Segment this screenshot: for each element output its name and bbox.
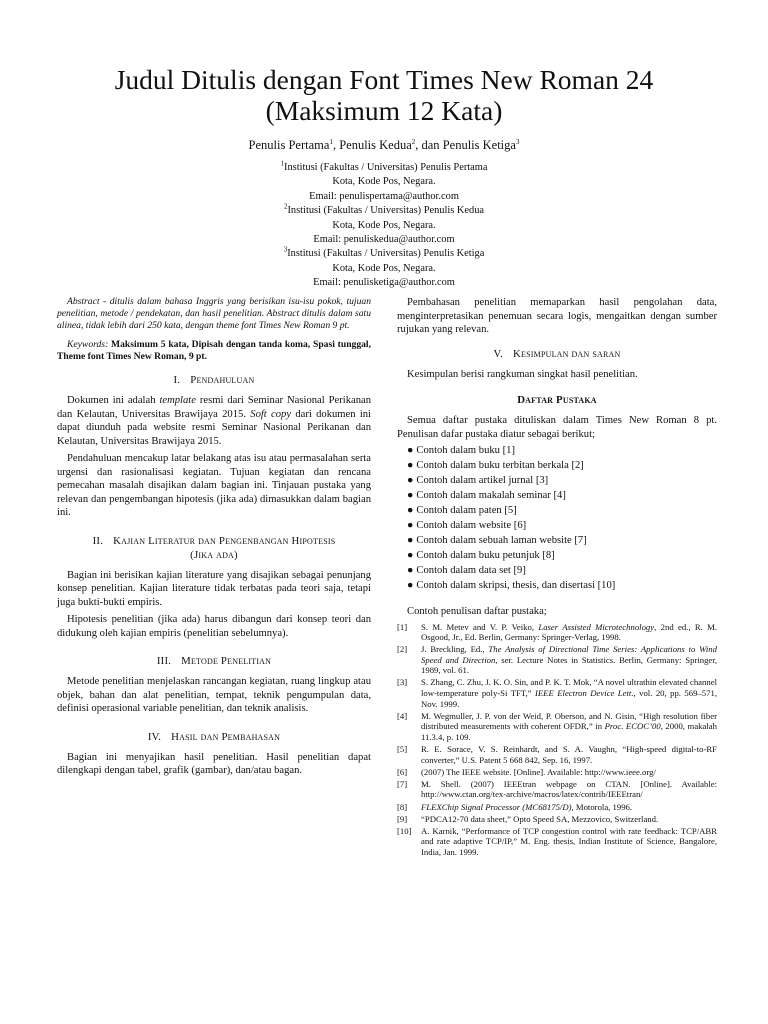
reference-type-list xyxy=(397,443,717,593)
bullet-icon: ● xyxy=(407,475,414,486)
paragraph: Metode penelitian menjelaskan rancangan kegiatan, ruang lingkup atau objek, bahan dan alat penelitian, tempat, teknik pengumpulan data, definisi operasional variable penelitian, dan teknik analisis. xyxy=(57,676,371,715)
section-heading-daftar-pustaka: Daftar Pustaka xyxy=(517,394,597,406)
affiliation-institution: $^1$Institusi (Fakultas / Universitas) Penulis Pertama xyxy=(280,159,488,173)
reference-list xyxy=(397,622,717,858)
section-heading-pendahuluan: I. Pendahuluan xyxy=(173,374,255,387)
list-item: ● Contoh dalam buku terbitan berkala [2] xyxy=(407,460,584,471)
right-column xyxy=(397,296,717,859)
bullet-icon: ● xyxy=(407,445,414,456)
bullet-icon: ● xyxy=(407,550,414,561)
keywords-text: Maksimum 5 kata, Dipisah dengan tanda koma, Spasi tunggal, Theme font Times New Roman, 9 pt. xyxy=(57,338,371,362)
list-item: ● Contoh dalam buku [1] xyxy=(407,445,515,456)
bullet-icon: ● xyxy=(407,505,414,516)
section-heading-kajian-literatur: II. Kajian Literatur dan Pengenbangan Hipotesis (Jika ada) xyxy=(92,534,336,561)
affiliation-email: Email: penulisketiga@author.com xyxy=(313,277,455,289)
author-2-marker: 2 xyxy=(411,137,416,146)
affiliation-email: Email: penulispertama@author.com xyxy=(309,190,459,202)
reference-item: [10] A. Karnik, “Performance of TCP congestion control with rate feedback: TCP/ABR and rate adaptive TCP/IP,” M. Eng. thesis, Indian Institute of Science, Bangalore, India, Jan. 1999. xyxy=(397,825,717,857)
affiliations xyxy=(0,161,768,291)
title-line-2: (Maksimum 12 Kata) xyxy=(265,95,503,126)
bullet-icon: ● xyxy=(407,460,414,471)
paragraph: Semua daftar pustaka dituliskan dalam Times New Roman 8 pt. Penulisan dafar pustaka diatur sebagai berikut; xyxy=(397,415,717,440)
paragraph: Pendahuluan mencakup latar belakang atas isu atau permasalahan serta urgensi dan rasionalisasi kegiatan. Tujuan kegiatan dan rencana pemecahan masalah disajikan dalam bagian ini. Tinjauan pustaka yang relevan dan pengembangan hipotesis (jika ada) dimasukkan dalam bagian ini. xyxy=(57,453,371,519)
paragraph: Contoh penulisan daftar pustaka; xyxy=(407,606,547,617)
author-1: Penulis Pertama xyxy=(248,138,330,152)
author-3: Penulis Ketiga xyxy=(442,138,516,152)
paragraph: Pembahasan penelitian memaparkan hasil pengolahan data, menginterpretasikan penemuan secara logis, mengaitkan dengan sumber rujukan yang relevan. xyxy=(397,297,717,335)
reference-item: [6] (2007) The IEEE website. [Online]. Available: http://www.ieee.org/ xyxy=(397,766,656,777)
affiliation-city: Kota, Kode Pos, Negara. xyxy=(332,219,436,231)
reference-item: [7] M. Shell. (2007) IEEEtran webpage on CTAN. [Online]. Available: http://www.ctan.org/tex-archive/macros/latex/contrib/IEEEtran/ xyxy=(397,778,717,800)
list-item: ● Contoh dalam sebuah laman website [7] xyxy=(407,535,587,546)
bullet-icon: ● xyxy=(407,535,414,546)
list-item: ● Contoh dalam website [6] xyxy=(407,520,527,531)
paragraph: Dokumen ini adalah template resmi dari Seminar Nasional Perikanan dan Kelautan, Universitas Brawijaya 2015. Soft copy dari dokumen ini dapat diunduh pada website resmi Seminar Nasional Perikanan dan Kelautan, Universitas Brawijaya 2015. xyxy=(57,395,371,447)
paper-title xyxy=(40,64,728,126)
bullet-icon: ● xyxy=(407,490,414,501)
affiliation-institution: $^2$Institusi (Fakultas / Universitas) Penulis Kedua xyxy=(283,202,485,217)
list-item: ● Contoh dalam makalah seminar [4] xyxy=(407,490,566,501)
author-3-marker: 3 xyxy=(515,137,520,146)
reference-item: [5] R. E. Sorace, V. S. Reinhardt, and S. A. Vaughn, “High-speed digital-to-RF converter,” U.S. Patent 5 668 842, Sep. 16, 1997. xyxy=(397,744,717,765)
affiliation-institution: $^3$Institusi (Fakultas / Universitas) Penulis Ketiga xyxy=(283,245,485,260)
keywords xyxy=(57,339,371,363)
paragraph: Hipotesis penelitian (jika ada) harus dibangun dari konsep teori dan didukung oleh kajian empiris (penelitian sebelumnya). xyxy=(57,614,371,639)
abstract: Abstract - ditulis dalam bahasa Inggris yang berisikan isu-isu pokok, tujuan penelitian, metode / pendekatan, dan hasil penelitian. Abstract ditulis dalam satu alinea, tidak lebih dari 250 kata, dengan theme font Times New Roman 9 pt. xyxy=(57,296,371,332)
author-list xyxy=(0,138,768,153)
paragraph: Kesimpulan berisi rangkuman singkat hasil penelitian. xyxy=(407,368,638,380)
section-heading-hasil-pembahasan: IV. Hasil dan Pembahasan xyxy=(147,730,281,743)
reference-item: [1] S. M. Metev and V. P. Veiko, Laser Assisted Microtechnology, 2nd ed., R. M. Osgood, Jr., Ed. Berlin, Germany: Springer-Verlag, 1998. xyxy=(397,621,718,643)
list-item: ● Contoh dalam buku petunjuk [8] xyxy=(407,550,555,561)
paragraph: Bagian ini berisikan kajian literature yang disajikan sebagai penunjang konsep penelitian. Kajian literature tidak terbatas pada teori saja, tetapi juga bukti-bukti empiris. xyxy=(57,569,371,608)
section-heading-metode-penelitian: III. Metode Penelitian xyxy=(156,655,272,668)
author-2: Penulis Kedua xyxy=(339,138,412,152)
list-item: ● Contoh dalam skripsi, thesis, dan disertasi [10] xyxy=(407,580,616,591)
reference-item: [3] S. Zhang, C. Zhu, J. K. O. Sin, and P. K. T. Mok, “A novel ultrathin elevated channel low-temperature poly-Si TFT,” IEEE Electron Device Lett., vol. 20, pp. 569–571, Nov. 1999. xyxy=(397,677,717,709)
bullet-icon: ● xyxy=(407,565,414,576)
author-separator-1: , xyxy=(332,138,340,152)
reference-item: [9] “PDCA12-70 data sheet,” Opto Speed SA, Mezzovico, Switzerland. xyxy=(397,813,659,824)
affiliation-email: Email: penuliskedua@author.com xyxy=(313,234,455,246)
bullet-icon: ● xyxy=(407,580,414,591)
list-item: ● Contoh dalam paten [5] xyxy=(407,505,517,516)
reference-item: [8] FLEXChip Signal Processor (MC68175/D), Motorola, 1996. xyxy=(397,801,633,812)
section-heading-kesimpulan: V. Kesimpulan dan saran xyxy=(493,347,621,360)
title-line-1: Judul Ditulis dengan Font Times New Roman 24 xyxy=(114,64,654,95)
author-separator-2: , dan xyxy=(415,138,443,152)
left-column xyxy=(57,296,371,778)
paragraph: Bagian ini menyajikan hasil penelitian. Hasil penelitian dapat dilengkapi dengan tabel, grafik (gambar), dan/atau bagan. xyxy=(57,751,371,777)
reference-item: [2] J. Breckling, Ed., The Analysis of Directional Time Series: Applications to Wind Speed and Direction, ser. Lecture Notes in Statistics. Berlin, Germany: Springer, 1989, vol. 61. xyxy=(397,644,717,676)
affiliation-city: Kota, Kode Pos, Negara. xyxy=(332,176,436,188)
list-item: ● Contoh dalam data set [9] xyxy=(407,565,526,576)
bullet-icon: ● xyxy=(407,520,414,531)
reference-item: [4] M. Wegmuller, J. P. von der Weid, P. Oberson, and N. Gisin, “High resolution fiber distributed measurements with coherent OFDR,” in Proc. ECOC’00, 2000, makalah 11.3.4, p. 109. xyxy=(397,710,717,742)
keywords-label: Keywords: xyxy=(67,338,109,350)
list-item: ● Contoh dalam artikel jurnal [3] xyxy=(407,475,549,486)
affiliation-city: Kota, Kode Pos, Negara. xyxy=(332,262,436,274)
author-1-marker: 1 xyxy=(329,137,333,146)
